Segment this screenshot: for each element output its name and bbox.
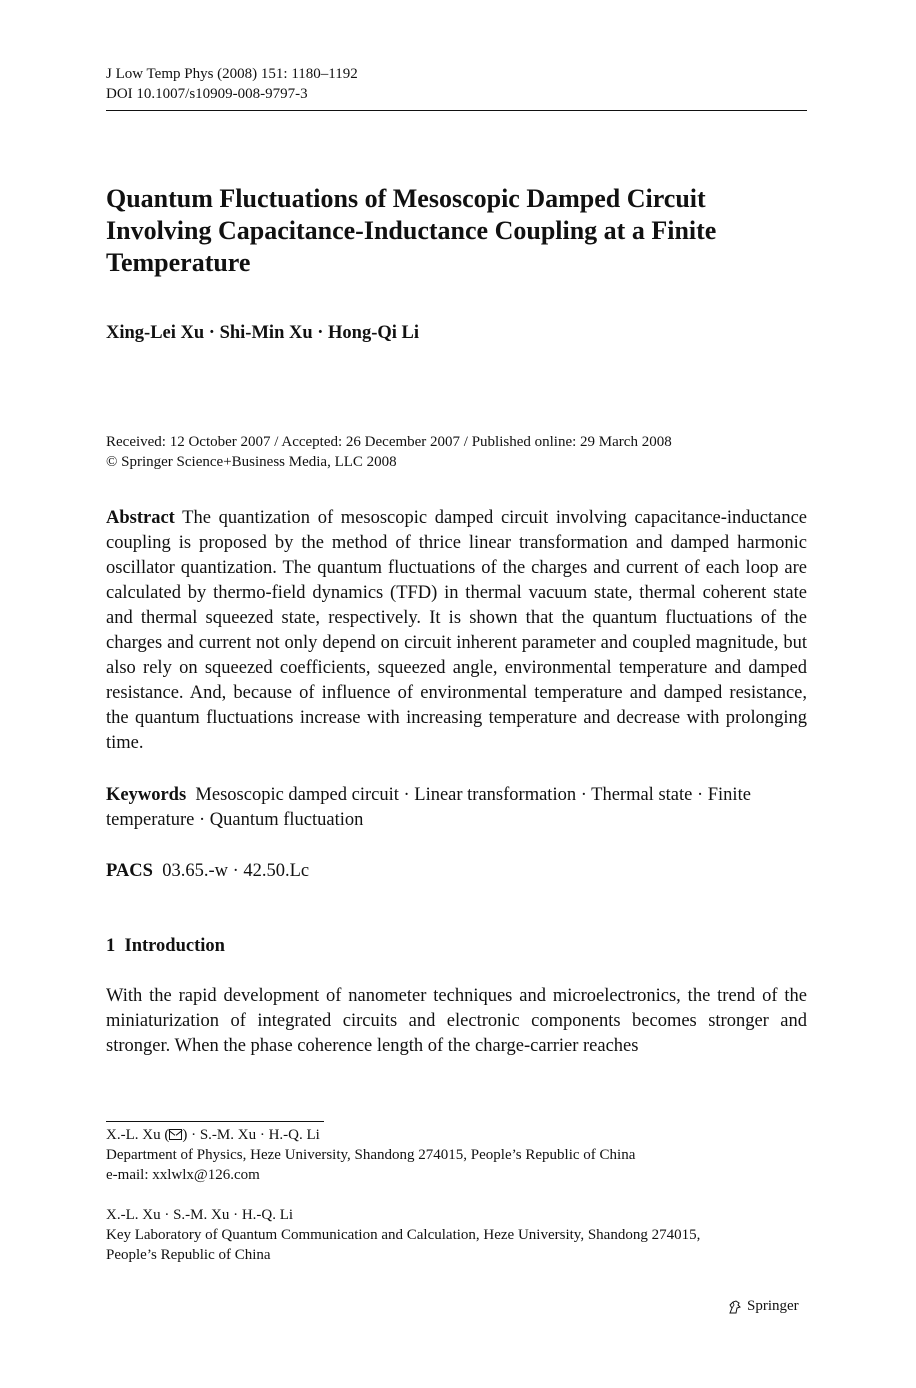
abstract-label: Abstract <box>106 508 175 528</box>
journal-header <box>106 64 807 104</box>
section-heading <box>106 936 807 957</box>
affiliation-2-line-1: Key Laboratory of Quantum Communication and Calculation, Heze University, Shandong 274015, <box>106 1227 701 1243</box>
keywords-label: Keywords <box>106 785 187 805</box>
section-number: 1 <box>106 936 116 956</box>
keywords <box>106 783 807 833</box>
footnotes <box>106 1125 807 1265</box>
author-list: Xing-Lei Xu · Shi-Min Xu · Hong-Qi Li <box>106 323 420 343</box>
corresponding-author: X.-L. Xu ( <box>106 1127 170 1143</box>
keywords-text: Mesoscopic damped circuit · Linear transformation · Thermal state · Finite temperature · Quantum fluctuation <box>106 785 751 830</box>
abstract-text: The quantization of mesoscopic damped circuit involving capacitance-inductance coupling is proposed by the method of thrice linear transformation and damped harmonic oscillator quantization. The quantum fluctuations of the charges and current of each loop are calculated by thermo-field dynamics (TFD) in thermal vacuum state, thermal coherent state and thermal squeezed state, respectively. It is shown that the quantum fluctuations of the charges and current not only depend on circuit inherent parameter and coupled magnitude, but also rely on squeezed coefficients, squeezed angle, environmental temperature and damped resistance. And, because of influence of environmental temperature and damped resistance, the quantum fluctuations increase with increasing temperature and decrease with prolonging time. <box>106 508 807 753</box>
springer-horse-icon <box>727 1299 743 1315</box>
envelope-icon <box>169 1129 182 1140</box>
publisher-name: Springer <box>747 1298 799 1314</box>
pacs-label: PACS <box>106 861 153 881</box>
header-rule <box>106 110 807 111</box>
journal-citation: J Low Temp Phys (2008) 151: 1180–1192 <box>106 66 358 82</box>
introduction-paragraph: With the rapid development of nanometer techniques and microelectronics, the trend of the miniaturization of integrated circuits and electronic components becomes stronger and stronger. When the phase coherence length of the charge-carrier reaches <box>106 986 807 1056</box>
coauthors: ) · S.-M. Xu · H.-Q. Li <box>182 1127 320 1143</box>
springer-logo <box>727 1298 799 1315</box>
email: e-mail: xxlwlx@126.com <box>106 1167 260 1183</box>
footnote-block-1 <box>106 1125 807 1185</box>
paper-title: Quantum Fluctuations of Mesoscopic Damped Circuit Involving Capacitance-Inductance Coupling at a Finite Temperature <box>106 184 717 277</box>
footnote-block-2 <box>106 1205 807 1265</box>
affiliation-2-line-2: People’s Republic of China <box>106 1247 271 1263</box>
pacs-text: 03.65.-w · 42.50.Lc <box>162 861 310 881</box>
copyright-line: © Springer Science+Business Media, LLC 2008 <box>106 454 397 470</box>
footnote-authors-2: X.-L. Xu · S.-M. Xu · H.-Q. Li <box>106 1207 294 1223</box>
paper-page <box>106 64 807 1059</box>
footnote-authors-1 <box>106 1125 807 1145</box>
section-title: Introduction <box>124 936 225 956</box>
footnote-rule <box>106 1121 324 1122</box>
abstract <box>106 506 807 756</box>
history-line: Received: 12 October 2007 / Accepted: 26 December 2007 / Published online: 29 March 2008 <box>106 434 672 450</box>
doi: DOI 10.1007/s10909-008-9797-3 <box>106 86 308 102</box>
pacs <box>106 859 807 884</box>
affiliation-1: Department of Physics, Heze University, Shandong 274015, People’s Republic of China <box>106 1147 636 1163</box>
publication-dates <box>106 432 807 472</box>
